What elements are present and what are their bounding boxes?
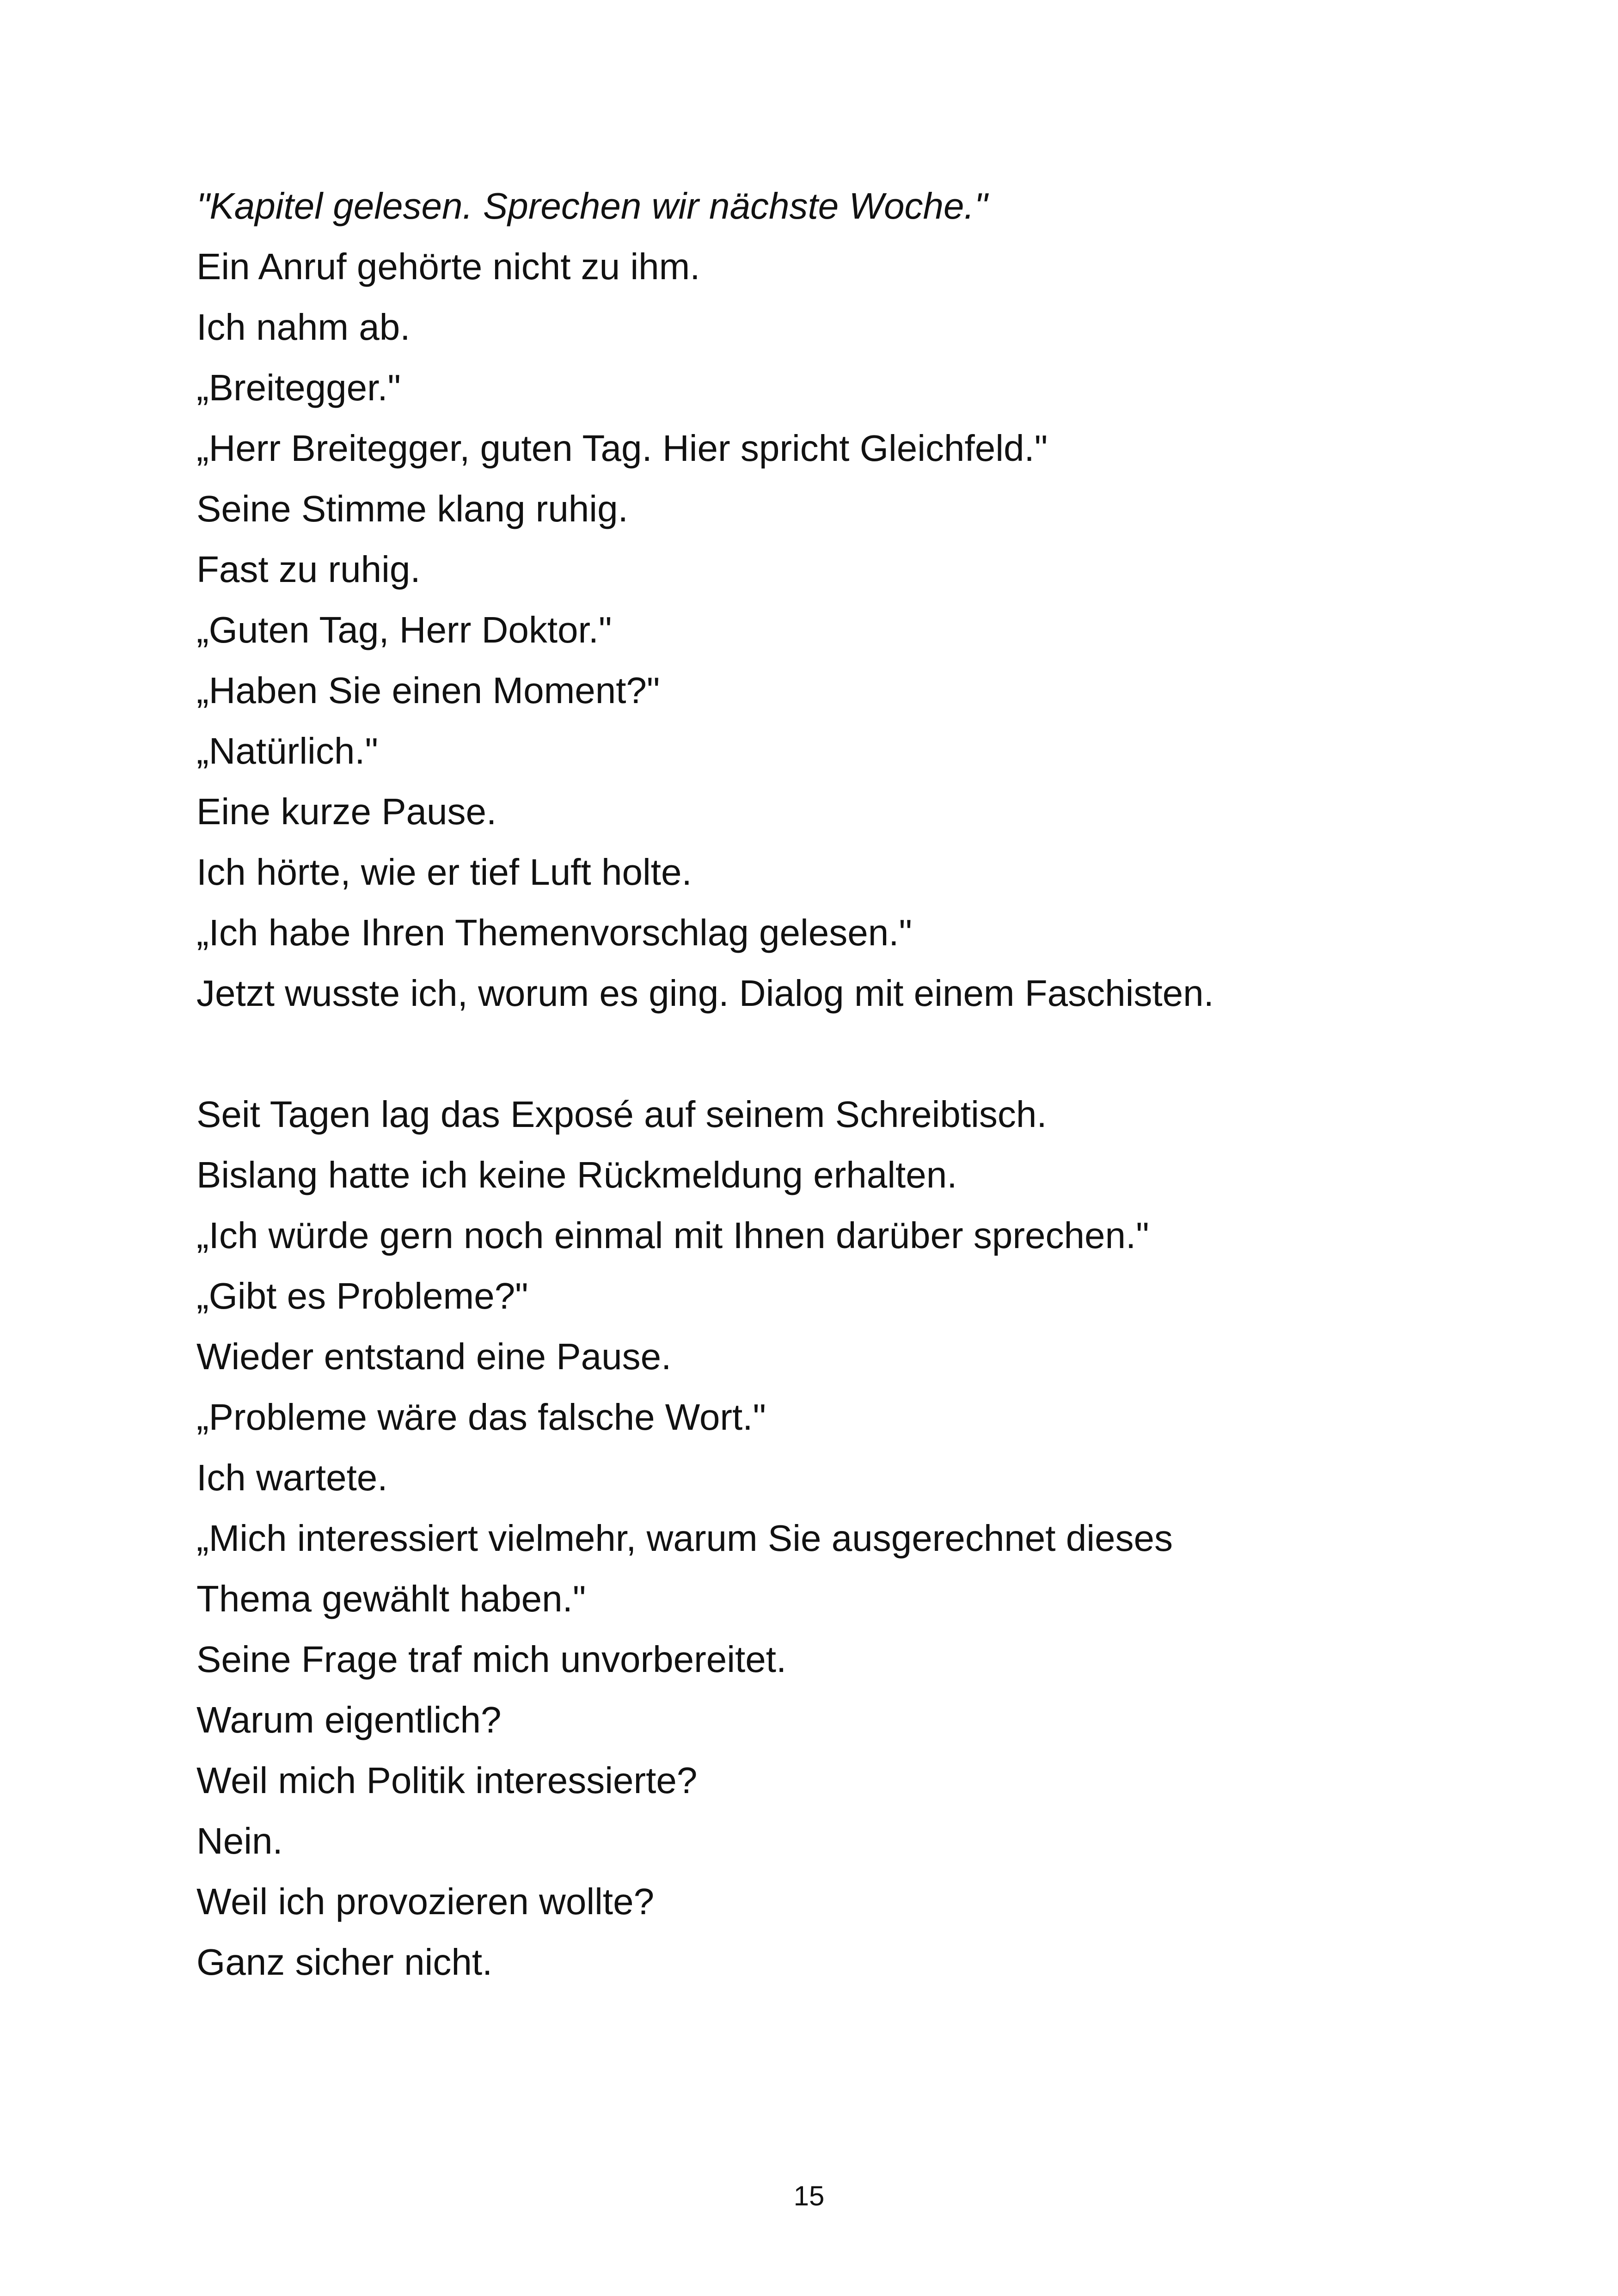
text-line: „Gibt es Probleme?" xyxy=(196,1275,528,1316)
text-line: Eine kurze Pause. xyxy=(196,791,497,832)
text-line: Ich nahm ab. xyxy=(196,306,411,348)
text-line: „Mich interessiert vielmehr, warum Sie ausgerechnet dieses xyxy=(196,1518,1173,1559)
text-line: Ein Anruf gehörte nicht zu ihm. xyxy=(196,246,700,287)
page-number: 15 xyxy=(793,2180,825,2211)
text-line: Seit Tagen lag das Exposé auf seinem Schreibtisch. xyxy=(196,1094,1047,1135)
text-line: Thema gewählt haben." xyxy=(196,1578,586,1619)
text-line: Seine Stimme klang ruhig. xyxy=(196,488,628,529)
text-line: „Herr Breitegger, guten Tag. Hier spricht Gleichfeld." xyxy=(196,428,1048,469)
text-line: Wieder entstand eine Pause. xyxy=(196,1336,672,1377)
text-line: Weil mich Politik interessierte? xyxy=(196,1760,698,1801)
text-line: „Natürlich." xyxy=(196,730,378,771)
text-line: Warum eigentlich? xyxy=(196,1699,502,1740)
text-line-quote: "Kapitel gelesen. Sprechen wir nächste Woche." xyxy=(196,185,988,227)
text-line: „Ich würde gern noch einmal mit Ihnen darüber sprechen." xyxy=(196,1215,1149,1256)
text-line: Bislang hatte ich keine Rückmeldung erhalten. xyxy=(196,1154,957,1195)
text-line: Seine Frage traf mich unvorbereitet. xyxy=(196,1639,787,1680)
text-line: „Probleme wäre das falsche Wort." xyxy=(196,1396,766,1438)
paragraph-break xyxy=(196,1023,1445,1084)
text-line: Ich hörte, wie er tief Luft holte. xyxy=(196,851,692,893)
text-line: Ganz sicher nicht. xyxy=(196,1941,493,1983)
text-line: Nein. xyxy=(196,1820,283,1861)
text-line: Ich wartete. xyxy=(196,1457,388,1498)
text-line: Weil ich provozieren wollte? xyxy=(196,1881,655,1922)
text-line: „Breitegger." xyxy=(196,367,401,408)
text-line: „Guten Tag, Herr Doktor." xyxy=(196,609,612,650)
text-line: Jetzt wusste ich, worum es ging. Dialog mit einem Faschisten. xyxy=(196,973,1214,1014)
text-line: „Haben Sie einen Moment?" xyxy=(196,670,660,711)
text-line: „Ich habe Ihren Themenvorschlag gelesen." xyxy=(196,912,912,953)
text-line: Fast zu ruhig. xyxy=(196,549,421,590)
body-text xyxy=(196,176,1445,1992)
